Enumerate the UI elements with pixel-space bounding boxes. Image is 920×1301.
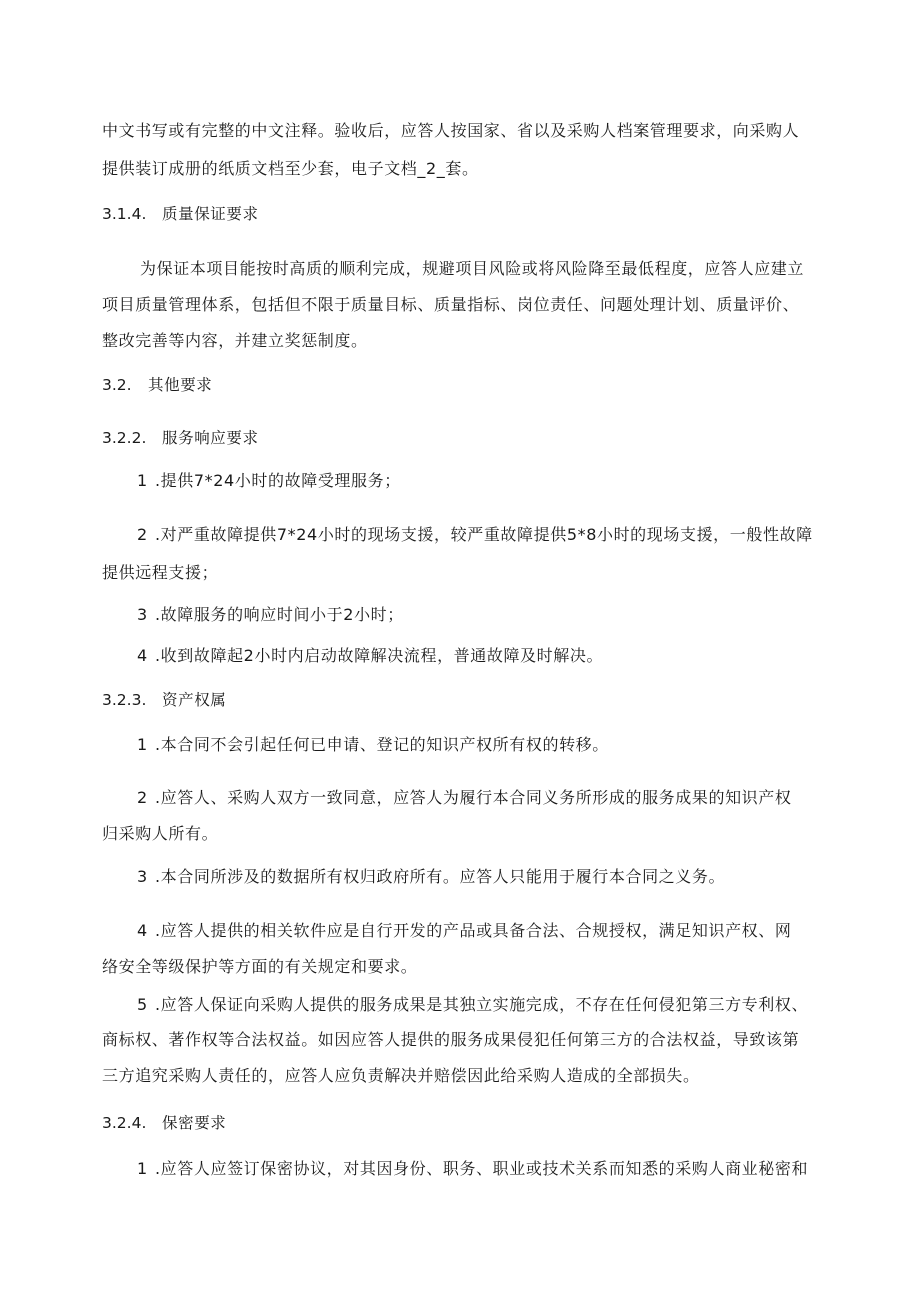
list-item — [137, 645, 603, 667]
list-item — [137, 787, 792, 809]
list-item-continuation: 商标权、著作权等合法权益。如因应答人提供的服务成果侵犯任何第三方的合法权益，导致该第 — [102, 1030, 800, 1049]
list-item — [137, 470, 401, 492]
list-item-number: 1 — [137, 735, 148, 754]
quality-para-line-3: 整改完善等内容，并建立奖惩制度。 — [102, 331, 368, 350]
list-item-text: .本合同所涉及的数据所有权归政府所有。应答人只能用于履行本合同之义务。 — [155, 867, 726, 886]
list-item-text: .提供7*24小时的故障受理服务； — [155, 471, 401, 490]
list-item-text: .应答人提供的相关软件应是自行开发的产品或具备合法、合规授权，满足知识产权、网 — [155, 921, 792, 940]
list-item — [137, 866, 725, 888]
list-item-text: .本合同不会引起任何已申请、登记的知识产权所有权的转移。 — [155, 735, 609, 754]
section-title: 保密要求 — [162, 1114, 227, 1132]
list-item — [137, 734, 609, 756]
list-item-text: .应答人应签订保密协议，对其因身份、职务、职业或技术关系而知悉的采购人商业秘密和 — [155, 1159, 809, 1178]
list-item-continuation: 归采购人所有。 — [102, 824, 219, 843]
list-item — [137, 604, 404, 626]
list-item-number: 3 — [137, 867, 148, 886]
list-item-text: .应答人保证向采购人提供的服务成果是其独立实施完成，不存在任何侵犯第三方专利权、 — [155, 995, 809, 1014]
intro-line-2: 提供装订成册的纸质文档至少套，电子文档_2_套。 — [102, 159, 479, 178]
list-item — [137, 524, 813, 546]
list-item-text: .应答人、采购人双方一致同意，应答人为履行本合同义务所形成的服务成果的知识产权 — [155, 788, 792, 807]
list-item-number: 2 — [137, 788, 148, 807]
list-item — [137, 1158, 808, 1180]
section-number: 3.2.2. — [102, 429, 147, 447]
list-item — [137, 994, 808, 1016]
list-item-continuation: 络安全等级保护等方面的有关规定和要求。 — [102, 957, 418, 976]
quality-para-line-2: 项目质量管理体系，包括但不限于质量目标、质量指标、岗位责任、问题处理计划、质量评价、 — [102, 295, 800, 314]
list-item-number: 2 — [137, 525, 148, 544]
section-title: 其他要求 — [148, 376, 213, 394]
section-number: 3.1.4. — [102, 205, 147, 223]
list-item-number: 1 — [137, 471, 148, 490]
list-item-continuation: 提供远程支援； — [102, 563, 219, 582]
list-item-number: 5 — [137, 995, 148, 1014]
list-item-text: .收到故障起2小时内启动故障解决流程，普通故障及时解决。 — [155, 646, 604, 665]
section-title: 质量保证要求 — [162, 205, 259, 223]
section-number: 3.2.4. — [102, 1114, 147, 1132]
list-item-number: 1 — [137, 1159, 148, 1178]
section-number: 3.2. — [102, 376, 132, 394]
list-item-number: 4 — [137, 921, 148, 940]
list-item-number: 4 — [137, 646, 148, 665]
list-item-text: .对严重故障提供7*24小时的现场支援，较严重故障提供5*8小时的现场支援，一般性故障 — [155, 525, 813, 544]
section-title: 资产权属 — [162, 691, 227, 709]
list-item-continuation: 三方追究采购人责任的，应答人应负责解决并赔偿因此给采购人造成的全部损失。 — [102, 1066, 700, 1085]
list-item-text: .故障服务的响应时间小于2小时； — [155, 605, 404, 624]
list-item-number: 3 — [137, 605, 148, 624]
section-number: 3.2.3. — [102, 691, 147, 709]
section-title: 服务响应要求 — [162, 429, 259, 447]
quality-para-line-1: 为保证本项目能按时高质的顺利完成，规避项目风险或将风险降至最低程度，应答人应建立 — [140, 259, 805, 278]
intro-line-1: 中文书写或有完整的中文注释。验收后，应答人按国家、省以及采购人档案管理要求，向采购人 — [102, 121, 800, 140]
list-item — [137, 920, 792, 942]
